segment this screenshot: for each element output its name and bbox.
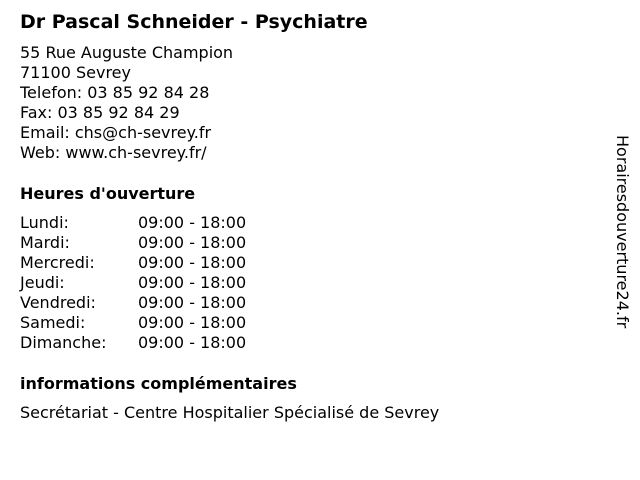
hours-row-vendredi <box>20 293 246 313</box>
contact-block <box>20 43 233 163</box>
street-address: 55 Rue Auguste Champion <box>20 43 234 62</box>
hours-day: Jeudi: <box>20 273 65 292</box>
site-watermark <box>612 135 632 375</box>
website: Web: www.ch-sevrey.fr/ <box>20 143 207 162</box>
hours-row-lundi <box>20 213 246 233</box>
hours-row-mardi <box>20 233 246 253</box>
hours-row-samedi <box>20 313 246 333</box>
hours-day: Mercredi: <box>20 253 95 272</box>
hours-day: Vendredi: <box>20 293 96 312</box>
hours-row-dimanche <box>20 333 246 353</box>
hours-time: 09:00 - 18:00 <box>138 233 247 252</box>
phone-number: Telefon: 03 85 92 84 28 <box>20 83 210 102</box>
hours-time: 09:00 - 18:00 <box>138 273 247 292</box>
hours-time: 09:00 - 18:00 <box>138 293 247 312</box>
hours-day: Mardi: <box>20 233 70 252</box>
email-address: Email: chs@ch-sevrey.fr <box>20 123 212 142</box>
fax-number: Fax: 03 85 92 84 29 <box>20 103 180 122</box>
page-title: Dr Pascal Schneider - Psychiatre <box>20 11 368 33</box>
hours-time: 09:00 - 18:00 <box>138 333 247 352</box>
additional-info-heading: informations complémentaires <box>20 374 297 393</box>
additional-info-text: Secrétariat - Centre Hospitalier Spécialisé de Sevrey <box>20 403 440 422</box>
hours-day: Dimanche: <box>20 333 107 352</box>
hours-time: 09:00 - 18:00 <box>138 253 247 272</box>
hours-time: 09:00 - 18:00 <box>138 213 247 232</box>
hours-row-mercredi <box>20 253 246 273</box>
opening-hours-table <box>20 213 246 353</box>
hours-time: 09:00 - 18:00 <box>138 313 247 332</box>
watermark-text: Horairesdouverture24.fr <box>613 135 632 329</box>
opening-hours-heading: Heures d'ouverture <box>20 184 196 203</box>
hours-day: Samedi: <box>20 313 86 332</box>
hours-row-jeudi <box>20 273 246 293</box>
city-postcode: 71100 Sevrey <box>20 63 131 82</box>
hours-day: Lundi: <box>20 213 69 232</box>
